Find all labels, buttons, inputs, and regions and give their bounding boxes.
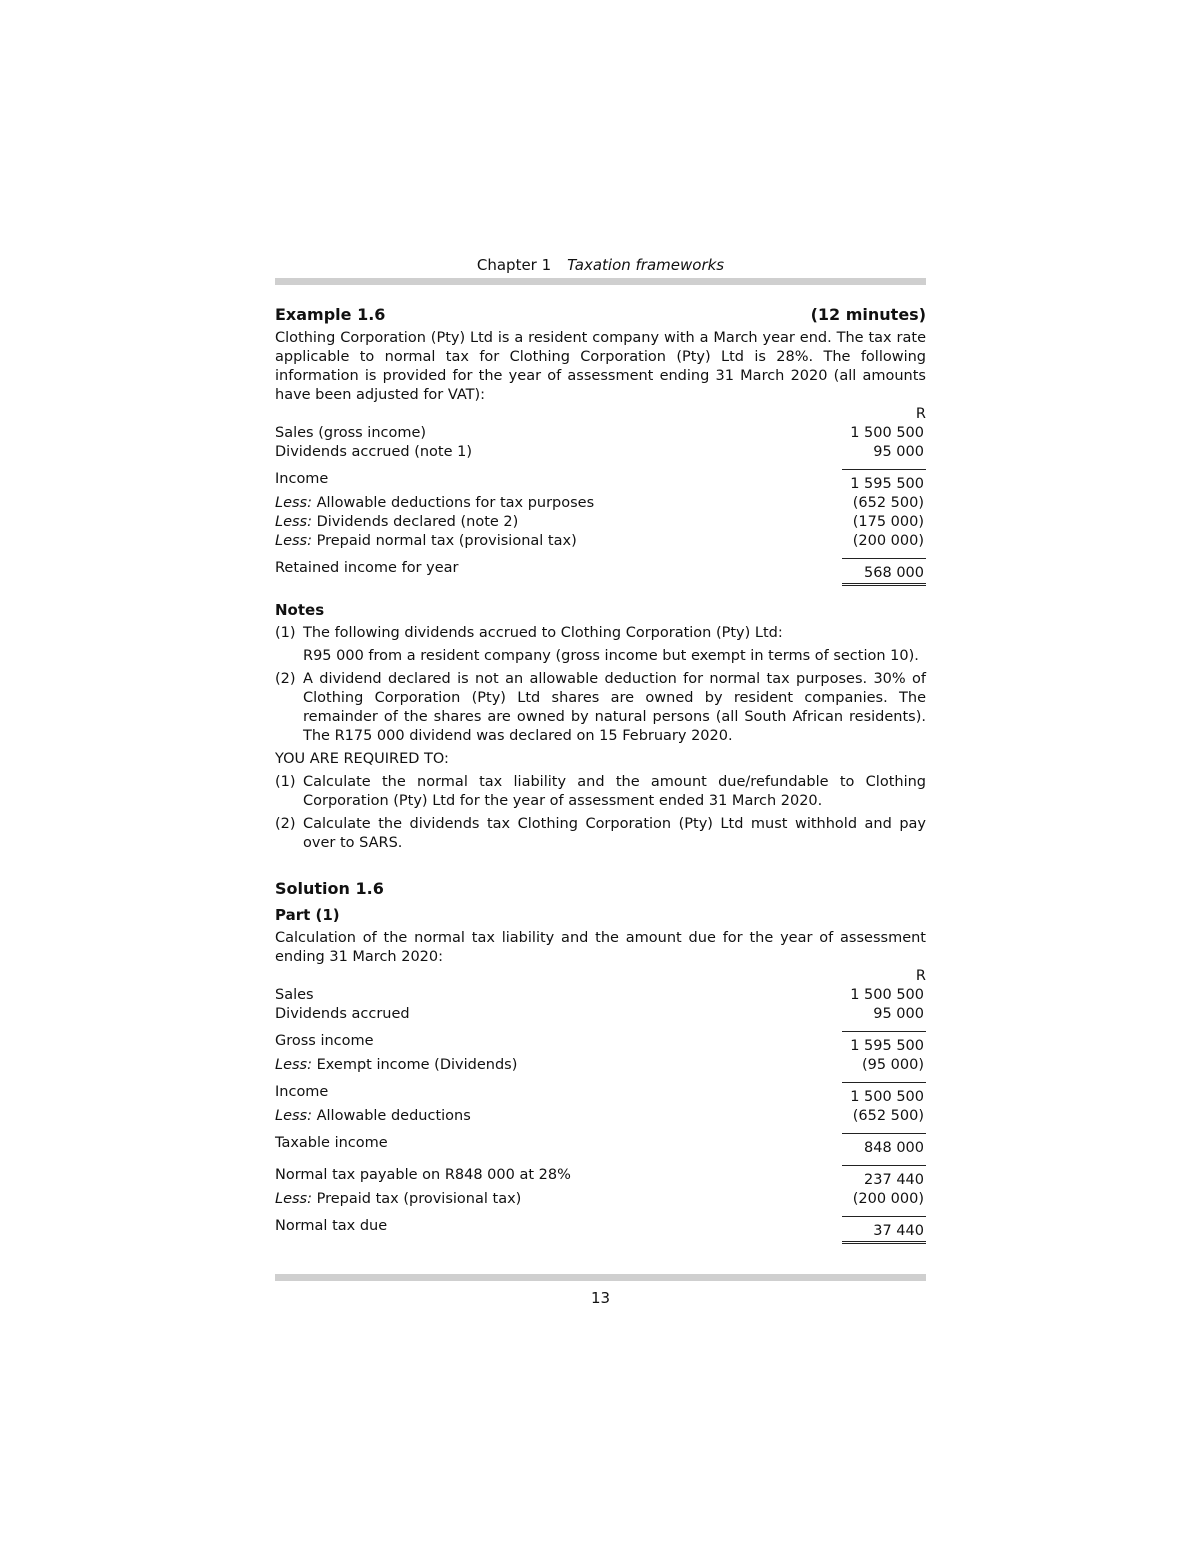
solution-calculation-table: [275, 967, 926, 1244]
table-row: [275, 559, 926, 585]
row-amount: 568 000: [864, 565, 924, 581]
table-row: [275, 1166, 926, 1191]
table-row: [275, 1134, 926, 1159]
less-prefix: Less:: [275, 533, 312, 549]
item-text: Calculate the dividends tax Clothing Corporation (Pty) Ltd must withhold and pay over to SARS.: [303, 816, 926, 851]
row-label: Dividends accrued: [275, 1006, 410, 1022]
note-subitem: R95 000 from a resident company (gross income but exempt in terms of section 10).: [303, 648, 919, 664]
table-row: [275, 1005, 926, 1024]
row-label: Income: [275, 1083, 329, 1100]
item-number: (2): [275, 671, 296, 687]
row-amount: 1 500 500: [850, 1089, 924, 1105]
page: [275, 254, 926, 1307]
less-prefix: Less:: [275, 514, 312, 530]
item-number: (1): [275, 774, 296, 790]
row-label: Sales: [275, 987, 314, 1003]
row-amount: (95 000): [861, 1057, 924, 1073]
row-label: Allowable deductions: [312, 1108, 471, 1124]
footer-rule: [275, 1274, 926, 1281]
item-text: A dividend declared is not an allowable deduction for normal tax purposes. 30% of Clothing Corporation (Pty) Ltd shares are owned by resident companies. The remainder of the shares are owned by natural persons (all South African residents). The R175 000 dividend was declared on 15 February 2020.: [303, 671, 926, 744]
row-amount: 1 500 500: [850, 425, 924, 441]
row-amount: (652 500): [852, 495, 924, 511]
row-label: Gross income: [275, 1032, 374, 1049]
item-number: (2): [275, 816, 296, 832]
currency-header: R: [915, 406, 926, 422]
row-label: Sales (gross income): [275, 425, 427, 441]
table-row: [275, 1107, 926, 1126]
row-label: Allowable deductions for tax purposes: [312, 495, 595, 511]
table-row: [275, 532, 926, 551]
row-amount: 37 440: [873, 1223, 924, 1239]
currency-header: R: [915, 968, 926, 984]
less-prefix: Less:: [275, 1191, 312, 1207]
example-income-table: [275, 405, 926, 586]
row-amount: (200 000): [852, 1191, 924, 1207]
row-amount: 1 500 500: [850, 987, 924, 1003]
example-intro: Clothing Corporation (Pty) Ltd is a resident company with a March year end. The tax rate applicable to normal tax for Clothing Corporation (Pty) Ltd is 28%. The following information is provided for the year of assessment ending 31 March 2020 (all amounts have been adjusted for VAT):: [275, 330, 926, 403]
table-row: [275, 1217, 926, 1243]
notes-heading: Notes: [275, 601, 325, 619]
page-number: 13: [590, 1289, 611, 1307]
item-text: The following dividends accrued to Clothing Corporation (Pty) Ltd:: [303, 625, 783, 641]
solution-intro: Calculation of the normal tax liability and the amount due for the year of assessment ending 31 March 2020:: [275, 930, 926, 965]
row-amount: (175 000): [852, 514, 924, 530]
row-amount: (652 500): [852, 1108, 924, 1124]
less-prefix: Less:: [275, 495, 312, 511]
row-label: Normal tax due: [275, 1217, 388, 1234]
section-title: Taxation frameworks: [567, 256, 725, 274]
example-heading: [275, 305, 926, 325]
list-item: [275, 773, 926, 811]
solution-title: Solution 1.6: [275, 879, 384, 898]
table-row: [275, 443, 926, 462]
row-amount: 95 000: [873, 1006, 924, 1022]
row-label: Retained income for year: [275, 559, 459, 576]
row-amount: 237 440: [864, 1172, 924, 1188]
row-amount: 95 000: [873, 444, 924, 460]
less-prefix: Less:: [275, 1108, 312, 1124]
row-amount: 1 595 500: [850, 1038, 924, 1054]
item-text: Calculate the normal tax liability and the amount due/refundable to Clothing Corporation (Pty) Ltd for the year of assessment ended 31 March 2020.: [303, 774, 926, 809]
example-title: Example 1.6: [275, 305, 386, 324]
header-rule: [275, 278, 926, 285]
row-label: Dividends declared (note 2): [312, 514, 519, 530]
row-label: Exempt income (Dividends): [312, 1057, 518, 1073]
list-item: [275, 815, 926, 853]
row-amount: (200 000): [852, 533, 924, 549]
less-prefix: Less:: [275, 1057, 312, 1073]
table-row: [275, 513, 926, 532]
row-label: Taxable income: [275, 1134, 388, 1151]
row-amount: 1 595 500: [850, 476, 924, 492]
row-label: Prepaid normal tax (provisional tax): [312, 533, 577, 549]
table-row: [275, 1190, 926, 1209]
list-item: [275, 624, 926, 643]
row-amount: 848 000: [864, 1140, 924, 1156]
row-label: Normal tax payable on R848 000 at 28%: [275, 1166, 571, 1183]
chapter-label: Chapter 1: [476, 256, 552, 274]
table-row: [275, 1032, 926, 1057]
row-label: Prepaid tax (provisional tax): [312, 1191, 522, 1207]
table-row: [275, 494, 926, 513]
item-number: (1): [275, 625, 296, 641]
required-heading: YOU ARE REQUIRED TO:: [275, 751, 449, 767]
example-time: (12 minutes): [810, 305, 926, 324]
part-heading: Part (1): [275, 906, 340, 924]
list-item: [275, 670, 926, 746]
row-label: Income: [275, 470, 329, 487]
row-label: Dividends accrued (note 1): [275, 444, 473, 460]
table-row: [275, 986, 926, 1005]
table-row: [275, 1083, 926, 1108]
table-row: [275, 424, 926, 443]
table-row: [275, 470, 926, 495]
running-header: [275, 254, 926, 276]
table-row: [275, 1056, 926, 1075]
